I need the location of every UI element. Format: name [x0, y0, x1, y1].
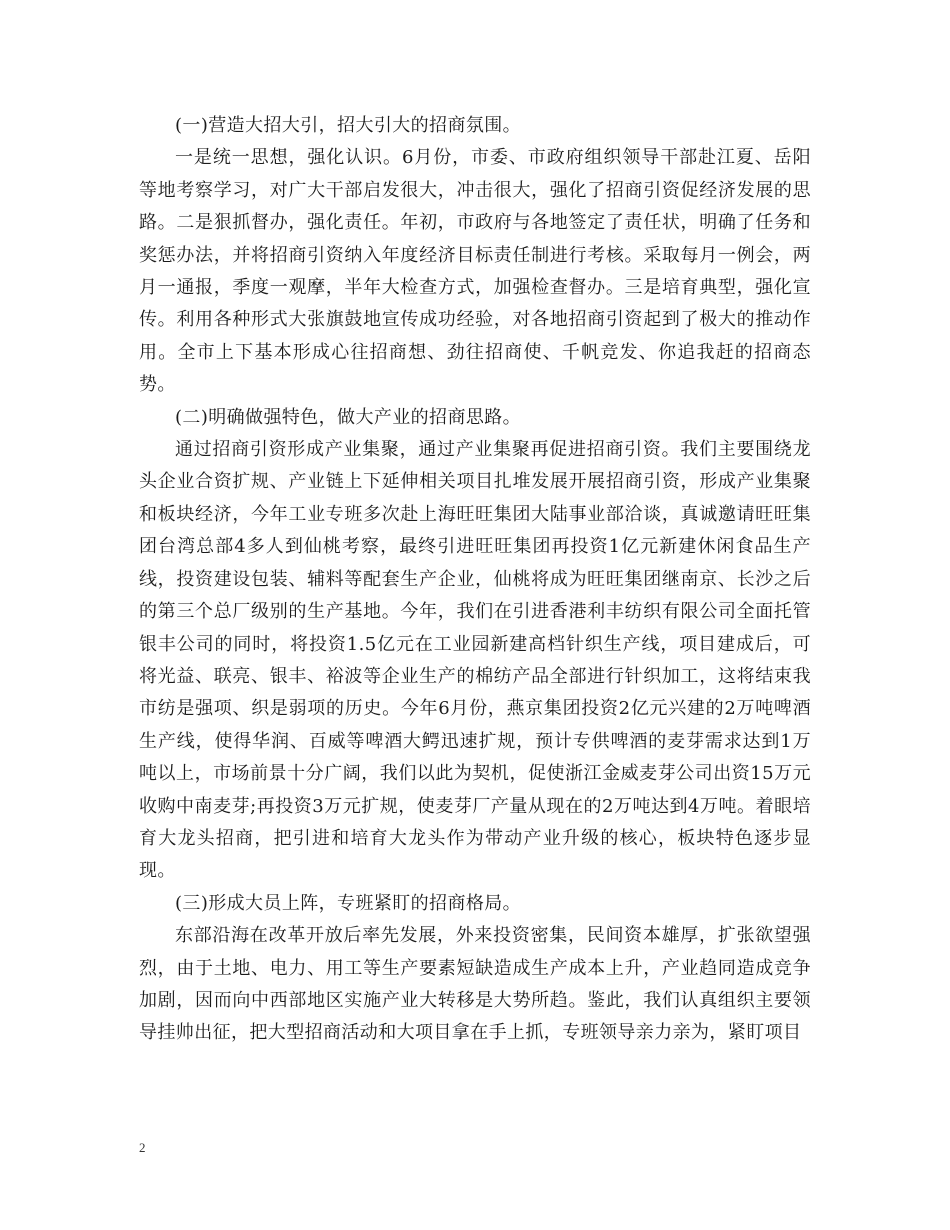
- document-page: [139, 110, 811, 1050]
- body-paragraph-1: 一是统一思想，强化认识。6月份，市委、市政府组织领导干部赴江夏、岳阳等地考察学习，对广大干部启发很大，冲击很大，强化了招商引资促经济发展的思路。二是狠抓督办，强化责任。年初，市政府与各地签定了责任状，明确了任务和奖惩办法，并将招商引资纳入年度经济目标责任制进行考核。采取每月一例会，两月一通报，季度一观摩，半年大检查方式，加强检查督办。三是培育典型，强化宣传。利用各种形式大张旗鼓地宣传成功经验，对各地招商引资起到了极大的推动作用。全市上下基本形成心往招商想、劲往招商使、千帆竞发、你追我赶的招商态势。: [139, 147, 811, 396]
- section-heading-2: (二)明确做强特色，做大产业的招商思路。: [175, 406, 522, 428]
- section-heading-3: (三)形成大员上阵，专班紧盯的招商格局。: [175, 892, 522, 914]
- page-number: 2: [139, 1140, 146, 1155]
- body-paragraph-3: 东部沿海在改革开放后率先发展，外来投资密集，民间资本雄厚，扩张欲望强烈，由于土地、电力、用工等生产要素短缺造成生产成本上升，产业趋同造成竞争加剧，因而向中西部地区实施产业大转移是大势所趋。鉴此，我们认真组织主要领导挂帅出征，把大型招商活动和大项目拿在手上抓，专班领导亲力亲为，紧盯项目: [139, 925, 811, 1044]
- section-heading-1: (一)营造大招大引，招大引大的招商氛围。: [175, 115, 522, 136]
- body-paragraph-2: 通过招商引资形成产业集聚，通过产业集聚再促进招商引资。我们主要围绕龙头企业合资扩规、产业链上下延伸相关项目扎堆发展开展招商引资，形成产业集聚和板块经济，今年工业专班多次赴上海旺旺集团大陆事业部洽谈，真诚邀请旺旺集团台湾总部4多人到仙桃考察，最终引进旺旺集团再投资1亿元新建休闲食品生产线，投资建设包装、辅料等配套生产企业，仙桃将成为旺旺集团继南京、长沙之后的第三个总厂级别的生产基地。今年，我们在引进香港利丰纺织有限公司全面托管银丰公司的同时，将投资1.5亿元在工业园新建高档针织生产线，项目建成后，可将光益、联亮、银丰、裕波等企业生产的棉纺产品全部进行针织加工，这将结束我市纺是强项、织是弱项的历史。今年6月份，燕京集团投资2亿元兴建的2万吨啤酒生产线，使得华润、百威等啤酒大鳄迅速扩规，预计专供啤酒的麦芽需求达到1万吨以上，市场前景十分广阔，我们以此为契机，促使浙江金威麦芽公司出资15万元收购中南麦芽;再投资3万元扩规，使麦芽厂产量从现在的2万吨达到4万吨。着眼培育大龙头招商，把引进和培育大龙头作为带动产业升级的核心，板块特色逐步显现。: [139, 439, 811, 882]
